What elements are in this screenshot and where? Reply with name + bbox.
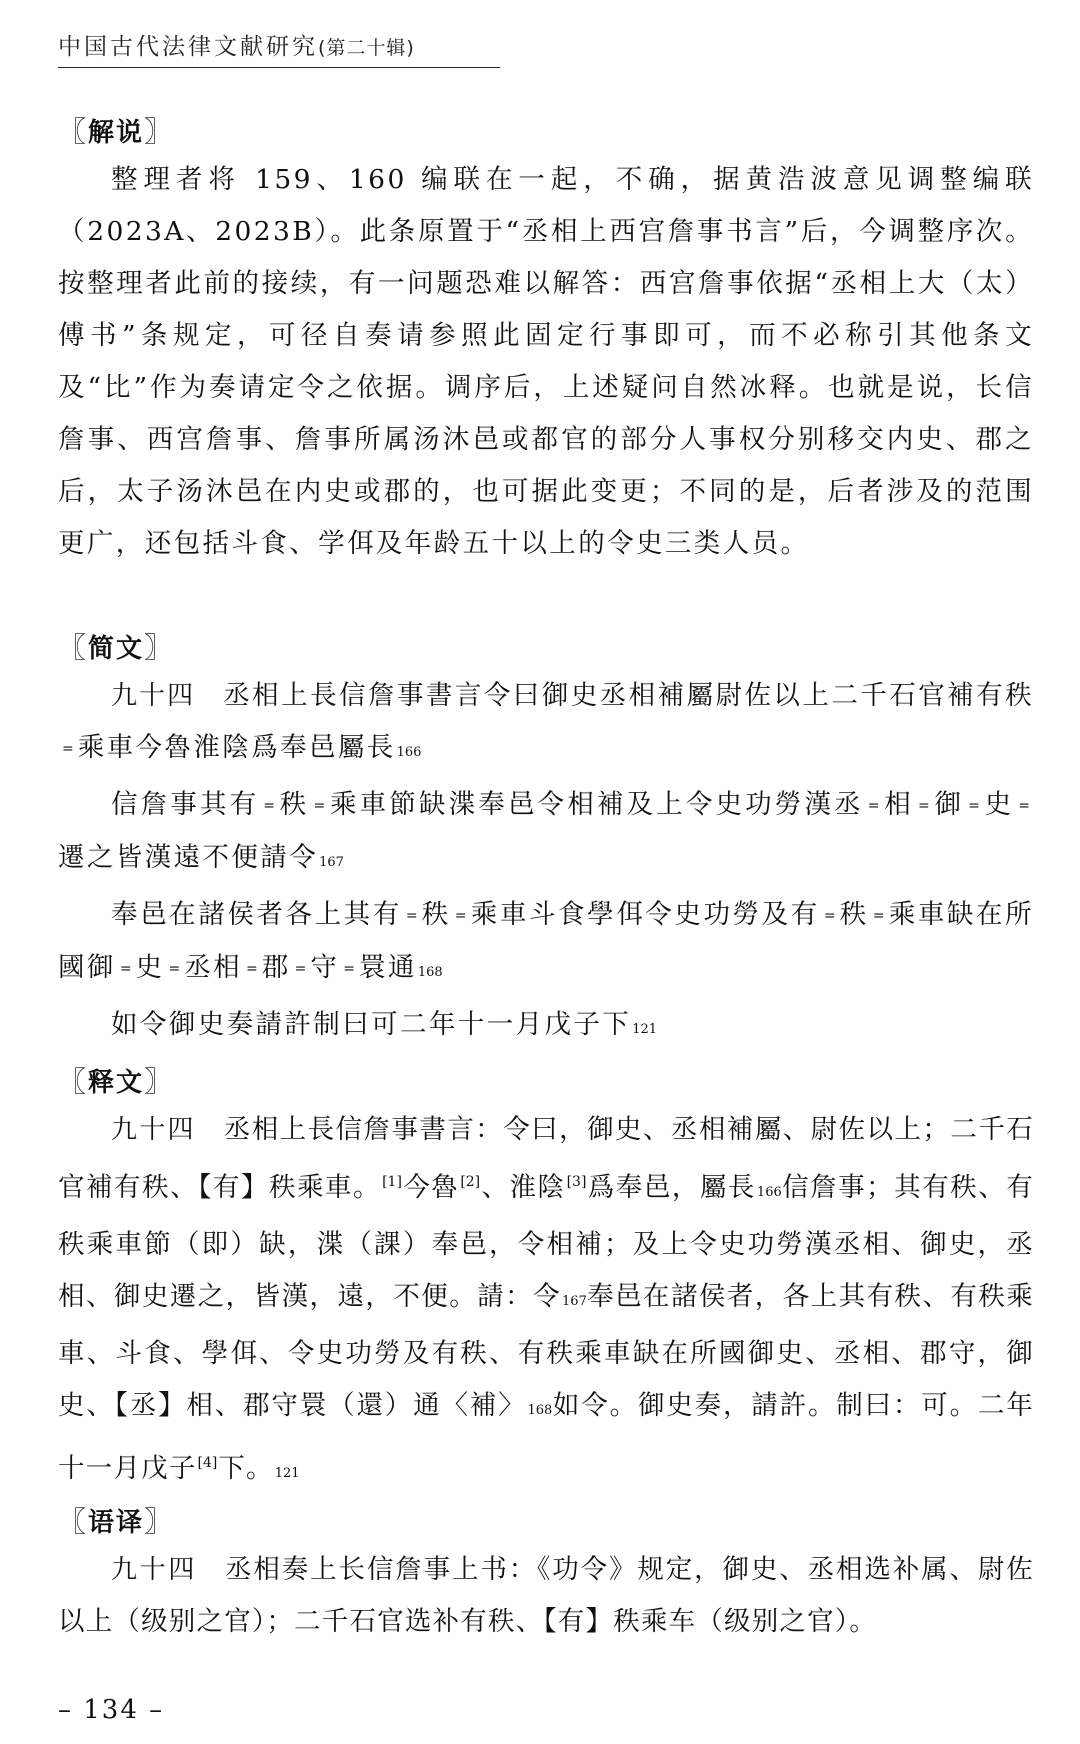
footnote-marker[interactable]: [3] <box>566 1174 587 1190</box>
slip-segment: 史 <box>135 952 165 983</box>
repetition-mark: = <box>168 961 181 977</box>
repetition-mark: = <box>343 961 356 977</box>
bracket-close: 〗 <box>144 1504 175 1538</box>
slip-segment: 乘車斗食學佴令史功勞及有 <box>470 899 820 930</box>
repetition-mark: = <box>872 908 885 924</box>
slip-number: 166 <box>396 745 422 760</box>
bracket-open: 〖 <box>58 1504 89 1538</box>
translation-paragraph <box>58 1544 1034 1648</box>
repetition-mark: = <box>917 798 930 814</box>
repetition-mark: = <box>968 798 980 814</box>
transcription-segment: 今魯 <box>402 1171 460 1203</box>
section-heading-jieshuo <box>58 110 1034 154</box>
journal-title: 中国古代法律文献研究 <box>58 34 318 60</box>
slip-text-168 <box>58 889 1034 999</box>
transcription-paragraph <box>58 1104 1034 1500</box>
slip-number: 167 <box>319 855 344 870</box>
slip-segment: 秩 <box>839 899 869 930</box>
repetition-mark: = <box>62 741 74 757</box>
slip-number: 121 <box>274 1465 300 1481</box>
section-heading-shiwen <box>58 1060 1034 1104</box>
slip-segment: 乘車缺在所國御 <box>58 899 1035 983</box>
bracket-open: 〖 <box>58 1065 89 1098</box>
transcription-segment: 丞相上長信詹事書言：令曰，御史、丞相補屬、尉佐以上；二千石官補有秩、【有】秩乘車。 <box>58 1114 1034 1203</box>
section-gap <box>58 570 1034 626</box>
slip-segment: 秩 <box>279 789 310 820</box>
transcription-segment: 下。 <box>218 1452 274 1484</box>
page-number: – 134 – <box>58 1695 165 1725</box>
footnote-marker[interactable]: [2] <box>460 1174 481 1190</box>
bracket-close: 〗 <box>144 631 175 664</box>
repetition-mark: = <box>867 798 880 814</box>
article-number: 九十四 <box>111 1554 198 1585</box>
bracket-close: 〗 <box>144 1065 175 1098</box>
slip-segment: 丞相 <box>184 952 242 983</box>
slip-segment: 秩 <box>421 899 451 930</box>
bracket-close: 〗 <box>144 115 175 148</box>
repetition-mark: = <box>294 961 307 977</box>
transcription-segment: 如令。御史奏，請許。制曰：可。二年十一月戊子 <box>58 1389 1035 1484</box>
slip-number: 166 <box>756 1184 782 1200</box>
bracket-open: 〖 <box>58 631 89 664</box>
repetition-mark: = <box>313 798 326 814</box>
repetition-mark: = <box>454 908 467 924</box>
slip-segment: 信詹事其有 <box>111 789 260 820</box>
slip-segment: 遷之皆漢遠不便請令 <box>58 842 319 873</box>
slip-segment: 史 <box>983 789 1015 820</box>
slip-segment: 郡 <box>261 952 291 983</box>
heading-label: 语译 <box>88 1507 145 1538</box>
heading-label: 释文 <box>88 1068 145 1098</box>
bracket-open: 〖 <box>58 115 89 148</box>
slip-segment: 御 <box>933 789 965 820</box>
article-number: 九十四 <box>111 1115 196 1145</box>
slip-segment: 睘通 <box>359 952 417 983</box>
slip-segment: 奉邑在諸侯者各上其有 <box>111 899 402 930</box>
transcription-segment: 信詹事；其有秩、有秩乘車節（即）缺，渫（課）奉邑，令相補；及上令史功勞漢丞相、御史，丞相、御史遷之，皆漢，遠，不便。請：令 <box>58 1171 1034 1312</box>
slip-segment: 丞相上長信詹事書言令曰御史丞相補屬尉佐以上二千石官補有秩 <box>223 680 1034 711</box>
slip-number: 121 <box>632 1022 658 1037</box>
slip-text-167 <box>58 779 1034 889</box>
transcription-segment: 、淮陰 <box>481 1171 566 1203</box>
running-header <box>58 28 500 68</box>
footnote-marker[interactable]: [4] <box>197 1454 218 1471</box>
repetition-mark: = <box>405 908 418 924</box>
repetition-mark: = <box>1018 798 1030 814</box>
slip-segment: 如令御史奏請許制曰可二年十一月戊子下 <box>111 1009 632 1040</box>
journal-volume: (第二十辑) <box>318 37 415 59</box>
heading-label: 简文 <box>88 634 145 664</box>
transcription-segment: 奉邑在諸侯者，各上其有秩、有秩乘車、斗食、學佴、令史功勞及有秩、有秩乘車缺在所國御史、丞相、郡守，御史、【丞】相、郡守睘（還）通〈補〉 <box>58 1280 1034 1421</box>
heading-label: 解说 <box>88 118 145 148</box>
slip-number: 168 <box>417 965 443 980</box>
slip-segment: 乘車節缺渫奉邑令相補及上令史功勞漢丞 <box>329 789 864 820</box>
section-heading-yuyi <box>58 1500 1034 1544</box>
slip-number: 167 <box>562 1293 587 1309</box>
commentary-paragraph: 整理者将 159、160 编联在一起，不确，据黄浩波意见调整编联（2023A、2023B）。此条原置于“丞相上西宫詹事书言”后，今调整序次。按整理者此前的接续，有一问题恐难以解答：西宫詹事依据“丞相上大（太）傅书”条规定，可径自奏请参照此固定行事即可，而不必称引其他条文及“比”作为奏请定令之依据。调序后，上述疑问自然冰释。也就是说，长信詹事、西宫詹事、詹事所属汤沐邑或都官的部分人事权分别移交内史、郡之后，太子汤沐邑在内史或郡的，也可据此变更；不同的是，后者涉及的范围更广，还包括斗食、学佴及年龄五十以上的令史三类人员。 <box>58 164 1034 559</box>
slip-segment: 守 <box>310 952 340 983</box>
slip-text-121 <box>58 999 1034 1056</box>
slip-segment: 相 <box>883 789 914 820</box>
translation-text: 丞相奏上长信詹事上书：《功令》规定，御史、丞相选补属、尉佐以上（级别之官）；二千石官选补有秩、【有】秩乘车（级别之官）。 <box>58 1553 1034 1637</box>
section-heading-jianwen <box>58 626 1034 670</box>
slip-number: 168 <box>527 1402 553 1418</box>
repetition-mark: = <box>263 798 276 814</box>
article-number: 九十四 <box>111 681 196 711</box>
repetition-mark: = <box>823 908 836 924</box>
slip-text-166 <box>58 670 1034 779</box>
footnote-marker[interactable]: [1] <box>382 1174 402 1190</box>
transcription-segment: 爲奉邑，屬長 <box>587 1171 756 1203</box>
repetition-mark: = <box>246 961 258 977</box>
repetition-mark: = <box>119 961 132 977</box>
page-content <box>58 110 1034 1648</box>
slip-segment: 乘車今魯淮陰爲奉邑屬長 <box>77 732 396 763</box>
